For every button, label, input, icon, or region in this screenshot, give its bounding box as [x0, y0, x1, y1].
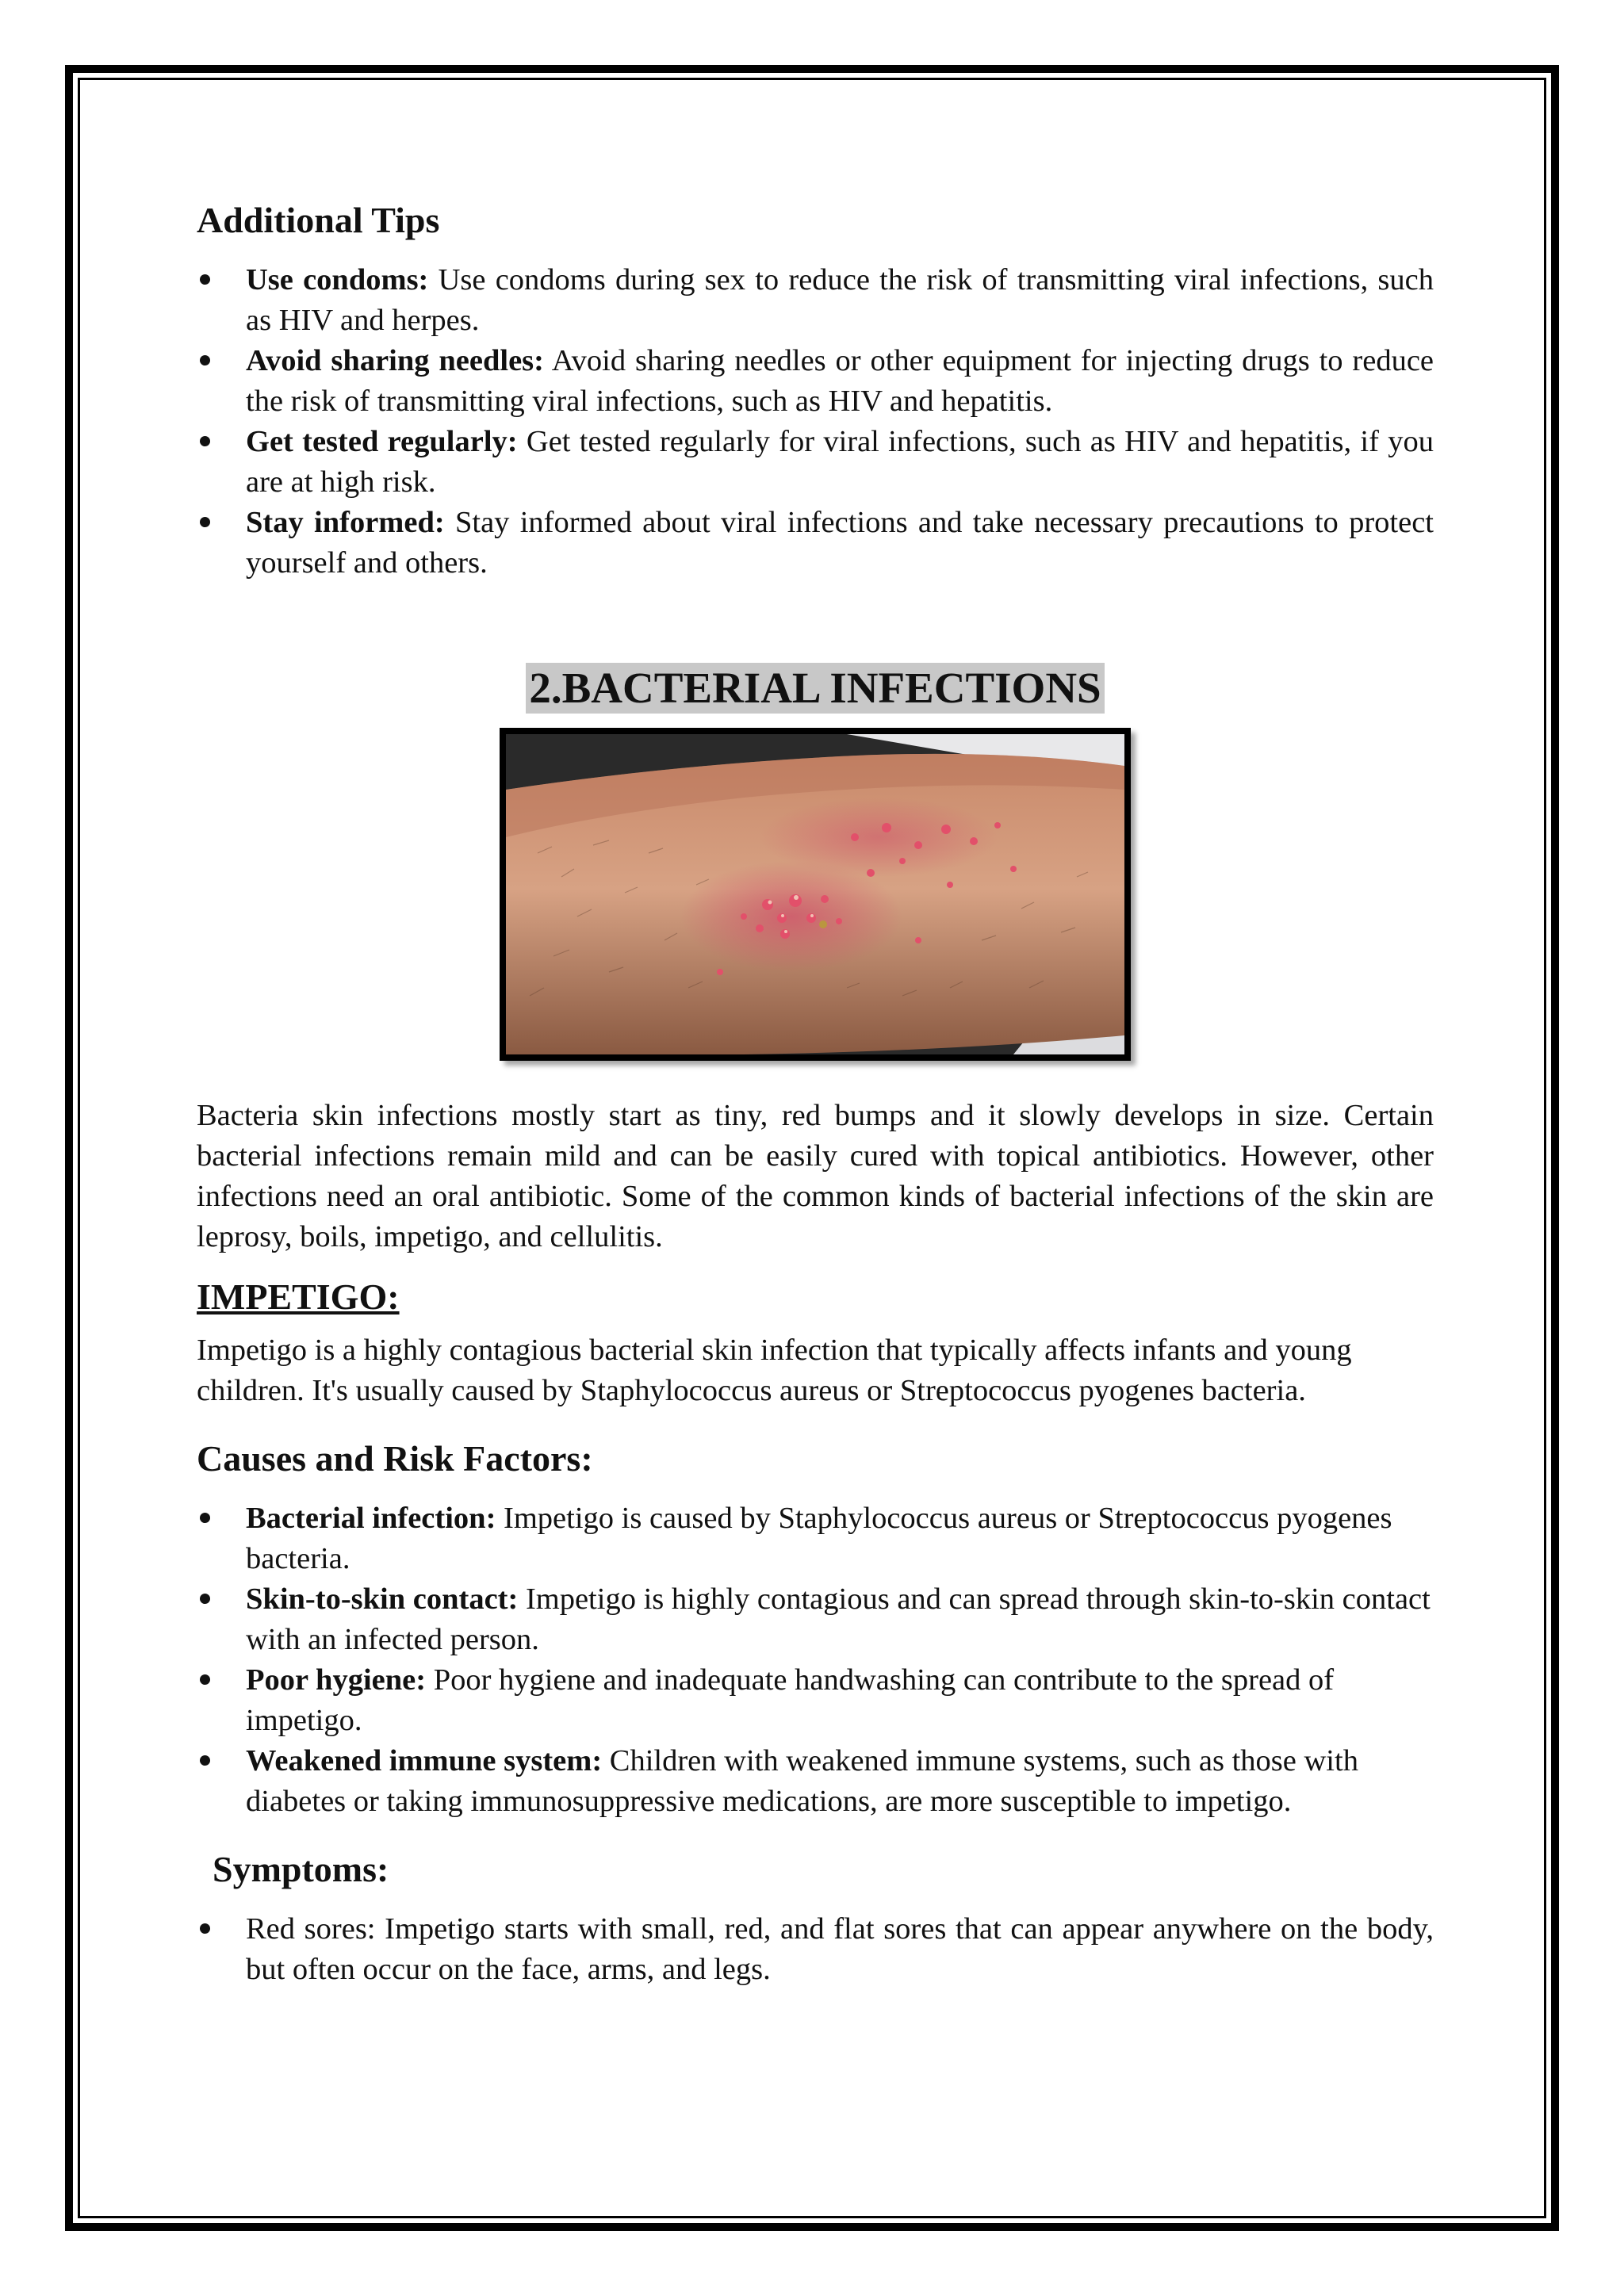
cause-text: Impetigo is highly contagious and can spread through skin-to-skin contact with an infected person. [246, 1582, 1431, 1656]
list-item [197, 503, 1434, 584]
bullet-icon [200, 1594, 210, 1604]
causes-heading: Causes and Risk Factors: [197, 1438, 593, 1479]
bullet-icon [200, 517, 210, 527]
skin-infection-photo [500, 728, 1131, 1061]
tip-term: Get tested regularly: [246, 425, 518, 458]
list-item [197, 341, 1434, 422]
arm-rash-illustration [506, 734, 1124, 1054]
list-item [197, 1741, 1434, 1822]
bullet-icon [200, 1923, 210, 1934]
symptoms-heading: Symptoms: [213, 1849, 389, 1889]
list-item [197, 1909, 1434, 1990]
bullet-icon [200, 355, 210, 365]
list-item [197, 1660, 1434, 1741]
list-item [197, 422, 1434, 503]
cause-text: Poor hygiene and inadequate handwashing can contribute to the spread of impetigo. [246, 1663, 1335, 1737]
bullet-icon [200, 274, 210, 285]
tip-text: Avoid sharing needles or other equipment for injecting drugs to reduce the risk of transmitting viral infections, such as HIV and hepatitis. [246, 344, 1434, 418]
tip-term: Use condoms: [246, 263, 429, 297]
tip-text: Use condoms during sex to reduce the risk of transmitting viral infections, such as HIV and herpes. [246, 263, 1434, 337]
tip-text: Get tested regularly for viral infections, such as HIV and hepatitis, if you are at high risk. [246, 425, 1434, 499]
bullet-icon [200, 1674, 210, 1685]
bacterial-intro-paragraph: Bacteria skin infections mostly start as tiny, red bumps and it slowly develops in size. Certain bacterial infections remain mild and can be easily cured with topical antibiotics. However, other infections need an oral antibiotic. Some of the common kinds of bacterial infections of the skin are leprosy, boils, impetigo, and cellulitis. [197, 1099, 1434, 1253]
bullet-icon [200, 1513, 210, 1523]
cause-text: Impetigo is caused by Staphylococcus aureus or Streptococcus pyogenes bacteria. [246, 1502, 1392, 1575]
additional-tips-heading: Additional Tips [197, 200, 440, 240]
cause-term: Bacterial infection: [246, 1502, 496, 1535]
additional-tips-list [197, 260, 1434, 584]
bullet-icon [200, 1755, 210, 1766]
impetigo-description: Impetigo is a highly contagious bacterial skin infection that typically affects infants and young children. It's usually caused by Staphylococcus aureus or Streptococcus pyogenes bacteria. [197, 1334, 1352, 1407]
bacterial-infections-banner: 2.BACTERIAL INFECTIONS [526, 663, 1104, 714]
impetigo-heading: IMPETIGO: [197, 1276, 400, 1317]
tip-term: Avoid sharing needles: [246, 344, 544, 377]
symptoms-list [197, 1909, 1434, 1990]
symptom-text: Red sores: Impetigo starts with small, red, and flat sores that can appear anywhere on the body, but often occur on the face, arms, and legs. [246, 1912, 1434, 1986]
page-content [197, 197, 1434, 1990]
causes-list [197, 1498, 1434, 1822]
tip-term: Stay informed: [246, 506, 445, 539]
section-banner-wrap [197, 663, 1434, 715]
list-item [197, 260, 1434, 341]
cause-text: Children with weakened immune systems, such as those with diabetes or taking immunosuppressive medications, are more susceptible to impetigo. [246, 1744, 1358, 1818]
cause-term: Skin-to-skin contact: [246, 1582, 519, 1616]
bullet-icon [200, 436, 210, 446]
list-item [197, 1579, 1434, 1660]
list-item [197, 1498, 1434, 1579]
tip-text: Stay informed about viral infections and take necessary precautions to protect yourself and others. [246, 506, 1434, 580]
cause-term: Poor hygiene: [246, 1663, 427, 1697]
cause-term: Weakened immune system: [246, 1744, 603, 1777]
